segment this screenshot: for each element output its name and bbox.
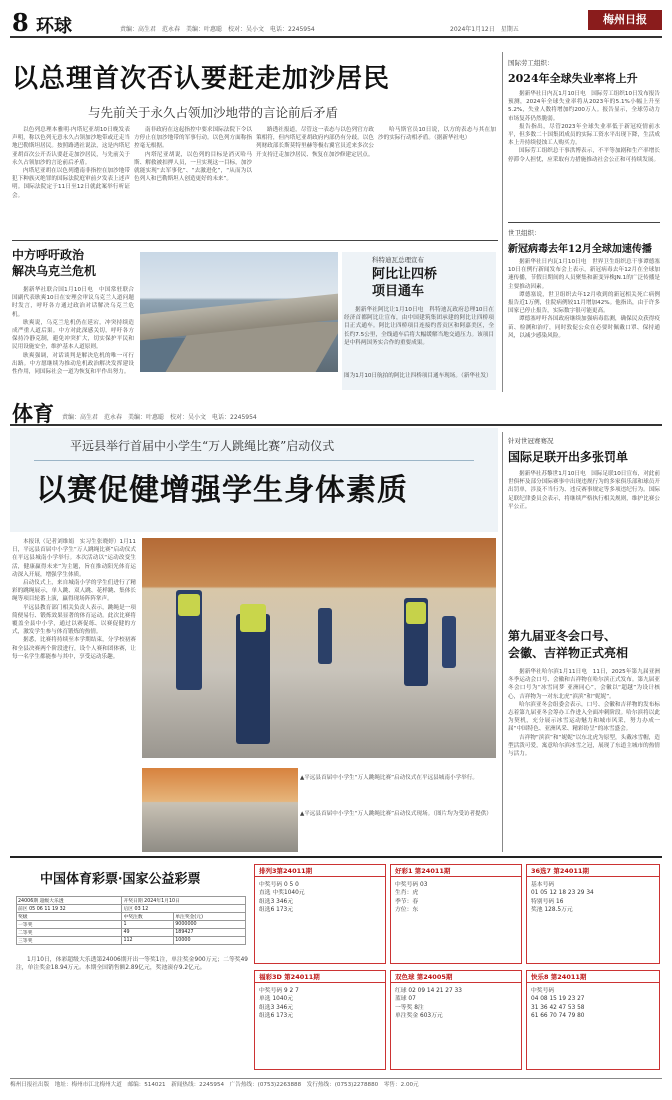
photo-student bbox=[236, 614, 270, 744]
table-row bbox=[17, 897, 246, 905]
table-cell: 二等奖 bbox=[17, 929, 122, 937]
bridge-caption: 图为1月10日航拍的阿比让四桥项目通车现场。（新华社发） bbox=[344, 373, 492, 379]
lottery-row: 一等奖 8注 bbox=[395, 1004, 424, 1011]
bridge-headline-line1: 阿比让四桥 bbox=[372, 267, 438, 282]
lottery-box-rows bbox=[259, 881, 381, 915]
lottery-title: 中国体育彩票·国家公益彩票 bbox=[40, 872, 201, 887]
lottery-box-title: 好彩1 第24011期 bbox=[391, 865, 521, 877]
lottery-box bbox=[390, 970, 522, 1070]
lottery-row: 红球 02 09 14 21 27 33 bbox=[395, 988, 462, 994]
lottery-box bbox=[526, 864, 660, 964]
lottery-note bbox=[16, 956, 248, 1068]
table-cell: 1 bbox=[122, 921, 174, 929]
lead-paragraph: 内塔尼亚胡说，以色列的目标是消灭哈马斯、解救被扣押人员，一旦实现这一目标，加沙就能实现“去军事化”、“去激进化”，“从而为以色列人和巴勒斯坦人创造更好的未来”。 bbox=[134, 151, 252, 183]
fifa-paragraph: 据新华社苏黎世1月10日电 国际足联10日宣布，对此前世俱杯及部分国际赛事中出现违规行为的多家俱乐部和球员开出罚单，涉及不当行为、违反赛事规定等多项违纪行为。国际足联纪律委员会表示，将继续严格执行相关规则，维护比赛公平公正。 bbox=[508, 471, 660, 510]
sports-section-name: 体育 bbox=[12, 401, 54, 426]
lottery-box bbox=[390, 864, 522, 964]
covid-paragraph: 谭德塞说，世卫组织去年12月收到的新冠相关死亡病例报告近1万例，住院病例较11月增加42%。他指出，由于许多国家已停止报告，实际数字很可能更高。 bbox=[508, 291, 660, 315]
photo-student bbox=[318, 608, 332, 664]
ukraine-headline-line2: 解决乌克兰危机 bbox=[12, 264, 97, 278]
lottery-box-title: 排列3第24011期 bbox=[255, 865, 385, 877]
unemployment-kicker: 国际劳工组织： bbox=[508, 59, 554, 67]
ukraine-paragraph: 耿爽强调，对话谈判是解决危机的唯一可行出路。中方愿继续为推动危机政治解决发挥建设性作用，同国际社会一道为恢复和平作出努力。 bbox=[12, 352, 134, 376]
asian-games-headline bbox=[508, 628, 628, 662]
lead-paragraph: 哈马斯官员10日说，以方的表态与其在加沙的实际行动相矛盾。（据新华社电） bbox=[378, 127, 496, 142]
rope-skipping-photo bbox=[142, 538, 496, 758]
table-cell: 开奖日期 2024年1月10日 bbox=[122, 897, 246, 905]
photo-student-jersey bbox=[406, 602, 426, 624]
rope-headline: 以赛促健增强学生身体素质 bbox=[36, 473, 408, 508]
rope-headline-block bbox=[10, 428, 498, 532]
covid-paragraph: 据新华社日内瓦1月10日电 世界卫生组织总干事谭德塞10日在例行新闻发布会上表示，新冠病毒去年12月在全球加速传播，节假日期间的人员聚集和新变异株JN.1的广泛传播是主要推动因素。 bbox=[508, 259, 660, 290]
newspaper-logo: 梅州日报 bbox=[588, 10, 662, 30]
rope-ceremony-photo bbox=[142, 768, 298, 852]
lottery-box-rows bbox=[395, 881, 517, 915]
rope-kicker: 平远县举行首届中小学生“万人跳绳比赛”启动仪式 bbox=[70, 439, 335, 453]
sports-section-credits: 责编：高生君 范永春 美编：叶惠聪 校对：吴小文 电话：2245954 bbox=[62, 414, 257, 421]
lottery-row: 04 08 15 19 23 27 bbox=[531, 996, 585, 1003]
column-rule bbox=[502, 52, 503, 392]
asian-games-headline-line2: 会徽、吉祥物正式亮相 bbox=[508, 646, 629, 660]
table-row bbox=[17, 921, 246, 929]
lottery-box-title: 快乐8 第24011期 bbox=[527, 971, 659, 983]
lottery-row: 单选 1040元 bbox=[259, 996, 293, 1003]
fifa-body bbox=[508, 470, 660, 608]
lottery-row: 组选6 173元 bbox=[259, 1013, 293, 1020]
lead-divider bbox=[12, 240, 498, 241]
bridge-headline-line2: 项目通车 bbox=[372, 284, 425, 299]
lottery-row: 基本号码 bbox=[531, 882, 555, 888]
sports-section-header bbox=[10, 398, 662, 426]
lead-body-col2 bbox=[134, 126, 252, 236]
rope-paragraph: 启动仪式上，来自城南小学的学生们进行了精彩的跳绳展示，单人跳、双人跳、花样跳、集体长绳等项目轮番上演，赢得现场阵阵掌声。 bbox=[12, 580, 136, 603]
lottery-box bbox=[254, 864, 386, 964]
table-cell: 中奖注数 bbox=[122, 913, 174, 921]
lottery-row: 生肖：虎 bbox=[395, 890, 419, 897]
lottery-box-title: 福彩3D 第24011期 bbox=[255, 971, 385, 983]
lottery-row: 单注奖金 603万元 bbox=[395, 1013, 443, 1020]
table-cell: 一等奖 bbox=[17, 921, 122, 929]
lead-headline: 以总理首次否认要赶走加沙居民 bbox=[12, 64, 391, 94]
lottery-row: 直选 中奖1040元 bbox=[259, 890, 305, 897]
lead-body-col3 bbox=[256, 126, 374, 236]
lottery-row: 特别号码 16 bbox=[531, 898, 564, 905]
asian-games-headline-line1: 第九届亚冬会口号、 bbox=[508, 629, 617, 643]
table-cell: 24006期 超级大乐透 bbox=[17, 897, 122, 905]
unemployment-body bbox=[508, 90, 660, 216]
rope-photo-caption-2: ▲平远县首届中小学生“万人跳绳比赛”启动仪式现场。（图片均为受访者提供） bbox=[300, 811, 492, 817]
rope-photo-caption-1: ▲平远县首届中小学生“万人跳绳比赛”启动仪式在平远县城南小学举行。 bbox=[300, 775, 478, 781]
lead-paragraph: 以色列总理本雅明·内塔尼亚胡10日晚发表声明，称以色列无意永久占领加沙地带或迁走当地巴勒斯坦居民。按照路透社说法，这是内塔尼亚胡首次公开否认要赶走加沙居民，与先前关于永久占领加沙的言论前后矛盾。 bbox=[12, 127, 130, 166]
unemployment-paragraph: 报告指出，尽管2023年全球失业率低于新冠疫情前水平，但多数二十国集团成员的实际工资水平出现下降，生活成本上升持续侵蚀工人购买力。 bbox=[508, 123, 660, 147]
table-cell: 10000 bbox=[174, 937, 246, 945]
table-cell: 奖级 bbox=[17, 913, 122, 921]
asian-games-paragraph: 据新华社哈尔滨1月11日电 11日，2025年第九届亚洲冬季运动会口号、会徽和吉祥物在哈尔滨正式发布。第九届亚冬会口号为“冰雪同梦 亚洲同心”，会徽以“超越”为设计核心，吉祥物为一对东北虎“滨滨”和“妮妮”。 bbox=[508, 669, 660, 700]
ukraine-headline-line1: 中方呼吁政治 bbox=[12, 248, 85, 262]
lottery-box bbox=[254, 970, 386, 1070]
rope-paragraph: 本报讯（记者刘维娟 实习生张晓婷）1月11日，平远县首届中小学生“万人跳绳比赛”启动仪式在平远县城南小学举行。本次活动以“运动改变生活，健康赢得未来”为主题，旨在推动阳光体育运动深入开展，增强学生体质。 bbox=[12, 539, 136, 578]
lead-paragraph: 路透社报道，尽管这一表态与以色列官方政策相符，但内塔尼亚胡政府内部仍有分歧。以色列财政部长斯莫特里赫等极右翼官员近来多次公开支持迁走加沙居民、恢复在加沙修建定居点。 bbox=[256, 127, 374, 158]
bridge-kicker: 科特迪瓦总理宣布 bbox=[372, 256, 424, 264]
photo-student bbox=[442, 616, 456, 668]
lottery-row: 蓝球 07 bbox=[395, 996, 416, 1003]
lead-body-col4 bbox=[378, 126, 496, 236]
lottery-results-table bbox=[16, 896, 246, 945]
rope-paragraph: 平远县教育部门相关负责人表示，跳绳是一项简便易行、锻炼效果显著的体育运动。此次比赛将覆盖全县中小学，通过以赛促练、以赛促健的方式，激发学生参与体育锻炼的热情。 bbox=[12, 604, 136, 636]
lottery-box-rows bbox=[395, 987, 517, 1021]
lead-subheadline: 与先前关于永久占领加沙地带的言论前后矛盾 bbox=[88, 105, 339, 120]
lead-paragraph: 内塔尼亚胡在以色列遭南非指控在加沙地带犯下种族灭绝罪的国际法院庭审前夕发表上述声明。国际法院定于11日至12日就此案举行听证会。 bbox=[12, 168, 130, 199]
unemployment-headline: 2024年全球失业率将上升 bbox=[508, 72, 638, 85]
table-row bbox=[17, 913, 246, 921]
lottery-row: 方位：东 bbox=[395, 907, 419, 914]
page-section-name: 环球 bbox=[36, 16, 72, 37]
asian-games-paragraph: 吉祥物“滨滨”和“妮妮”以东北虎为原型，头戴冰雪帽，造型活泼可爱，寓意哈尔滨冰雪之冠，展现了东道主城市的热情与活力。 bbox=[508, 734, 660, 758]
covid-paragraph: 谭德塞呼吁各国政府继续加强病毒监测，确保民众获得疫苗、检测和治疗，同时敦促公众在必要时佩戴口罩、保持通风，以减少感染风险。 bbox=[508, 316, 660, 339]
page-date: 2024年1月12日 星期五 bbox=[450, 26, 519, 33]
covid-body bbox=[508, 258, 660, 390]
lead-body-col1 bbox=[12, 126, 130, 236]
table-cell: 后区 03 12 bbox=[122, 905, 246, 913]
lottery-row: 组选3 346元 bbox=[259, 898, 293, 905]
bridge-photo bbox=[140, 252, 338, 372]
lottery-row: 季节：春 bbox=[395, 898, 419, 905]
lottery-row: 中奖号码 03 bbox=[395, 882, 428, 888]
bridge-headline bbox=[372, 266, 437, 300]
table-cell: 三等奖 bbox=[17, 937, 122, 945]
ukraine-headline bbox=[12, 247, 96, 279]
lottery-section bbox=[10, 860, 662, 1092]
bridge-paragraph: 据新华社阿比让1月10日电 科特迪瓦政府总理10日在经济首都阿比让宣布，由中国建筑集团承建的阿比让四桥项目正式通车。阿比让四桥项目连接约普贡区和阿嘉美区，全长约7.5公里，全线通车后将大幅缓解当地交通压力。该项目是中科两国务实合作的重要成果。 bbox=[344, 307, 494, 346]
page-footer: 梅州日报社出版 地址：梅州市江北梅州大道 邮编：514021 新闻热线：2245954 广告热线：(0753)2263888 发行热线：(0753)2278880 零售：2.00元 bbox=[10, 1078, 662, 1092]
lottery-row: 中奖号码 9 2 7 bbox=[259, 988, 299, 994]
rope-paragraph: 据悉，比赛将持续至本学期结束，分学校初赛和全县决赛两个阶段进行，设个人赛和团体赛，让每一名学生都能参与其中，享受运动乐趣。 bbox=[12, 637, 136, 660]
lottery-box-rows bbox=[259, 987, 381, 1021]
unemployment-paragraph: 据新华社日内瓦1月10日电 国际劳工组织10日发布报告预测，2024年全球失业率将从2023年的5.1%小幅上升至5.2%，失业人数将增加约200万人。报告显示，全球劳动力市场复苏仍然脆弱。 bbox=[508, 91, 660, 122]
ukraine-paragraph: 据新华社联合国1月10日电 中国常驻联合国副代表耿爽10日在安理会审议乌克兰人道问题时发言，呼吁各方通过政治对话解决乌克兰危机。 bbox=[12, 287, 134, 318]
fifa-kicker: 针对世冠赛赛况 bbox=[508, 437, 554, 445]
asian-games-body bbox=[508, 668, 660, 852]
page-number: 8 bbox=[12, 8, 29, 37]
table-cell: 前区 05 06 11 19 32 bbox=[17, 905, 122, 913]
page-masthead bbox=[10, 8, 662, 38]
table-cell: 112 bbox=[122, 937, 174, 945]
lottery-box-title: 双色球 第24005期 bbox=[391, 971, 521, 983]
table-row bbox=[17, 905, 246, 913]
asian-games-paragraph: 哈尔滨亚冬会组委会表示，口号、会徽和吉祥物的发布标志着第九届亚冬会筹办工作进入全面冲刺阶段。哈尔滨将以此为契机，充分展示冰雪运动魅力和城市风采，努力办成一届“中国特色、亚洲风采、精彩纷呈”的冰雪盛会。 bbox=[508, 701, 660, 733]
lottery-row: 组选3 346元 bbox=[259, 1004, 293, 1011]
lottery-box-rows bbox=[531, 987, 655, 1021]
rope-body bbox=[12, 538, 136, 850]
lottery-note-paragraph: 1月10日，体彩超级大乐透第24006期开出一等奖1注，单注奖金900万元；二等奖49注，单注奖金18.94万元。本期全国销售额2.89亿元，奖池滚存9.2亿元。 bbox=[16, 957, 248, 972]
table-cell: 189427 bbox=[174, 929, 246, 937]
lottery-box bbox=[526, 970, 660, 1070]
lead-paragraph: 南非政府在这起指控中要求国际法院下令以方停止在加沙地带的军事行动。以色列方面称指控毫无根据。 bbox=[134, 127, 252, 150]
covid-kicker: 世卫组织： bbox=[508, 229, 541, 237]
table-cell: 9000000 bbox=[174, 921, 246, 929]
covid-headline: 新冠病毒去年12月全球加速传播 bbox=[508, 244, 652, 255]
rope-headline-rule bbox=[34, 460, 474, 461]
photo-student-jersey bbox=[178, 594, 200, 616]
lottery-row: 奖池 128.5万元 bbox=[531, 907, 573, 914]
lottery-row: 31 36 42 47 53 58 bbox=[531, 1004, 585, 1011]
page-credits: 责编：高生君 范永春 美编：叶惠聪 校对：吴小文 电话：2245954 bbox=[120, 26, 315, 33]
lottery-row: 01 05 12 18 23 29 34 bbox=[531, 890, 594, 897]
table-cell: 单注奖金(元) bbox=[174, 913, 246, 921]
unemployment-paragraph: 国际劳工组织总干事洪博表示，不平等加剧和生产率增长停滞令人担忧，应采取有力措施推动社会公正和可持续发展。 bbox=[508, 148, 660, 163]
lottery-box-rows bbox=[531, 881, 655, 915]
table-row bbox=[17, 937, 246, 945]
ukraine-body bbox=[12, 286, 134, 390]
bridge-body bbox=[344, 306, 494, 370]
column-rule bbox=[502, 432, 503, 852]
lottery-divider bbox=[10, 856, 662, 858]
photo-student-jersey bbox=[240, 604, 266, 632]
lottery-row: 61 66 70 74 79 80 bbox=[531, 1013, 585, 1020]
lottery-box-title: 36选7 第24011期 bbox=[527, 865, 659, 877]
lottery-row: 组选6 173元 bbox=[259, 907, 293, 914]
ukraine-paragraph: 耿爽说，乌克兰危机仍在延宕，冲突持续造成严重人道后果。中方对此深感关切，呼吁各方保持冷静克制，避免冲突扩大，切实保护平民和民用设施安全，维护基本人道原则。 bbox=[12, 319, 134, 351]
right-column-divider bbox=[508, 222, 660, 223]
table-row bbox=[17, 929, 246, 937]
lottery-row: 中奖号码 bbox=[531, 988, 555, 994]
table-cell: 49 bbox=[122, 929, 174, 937]
lottery-row: 中奖号码 0 5 0 bbox=[259, 882, 299, 888]
fifa-headline: 国际足联开出多张罚单 bbox=[508, 450, 629, 464]
